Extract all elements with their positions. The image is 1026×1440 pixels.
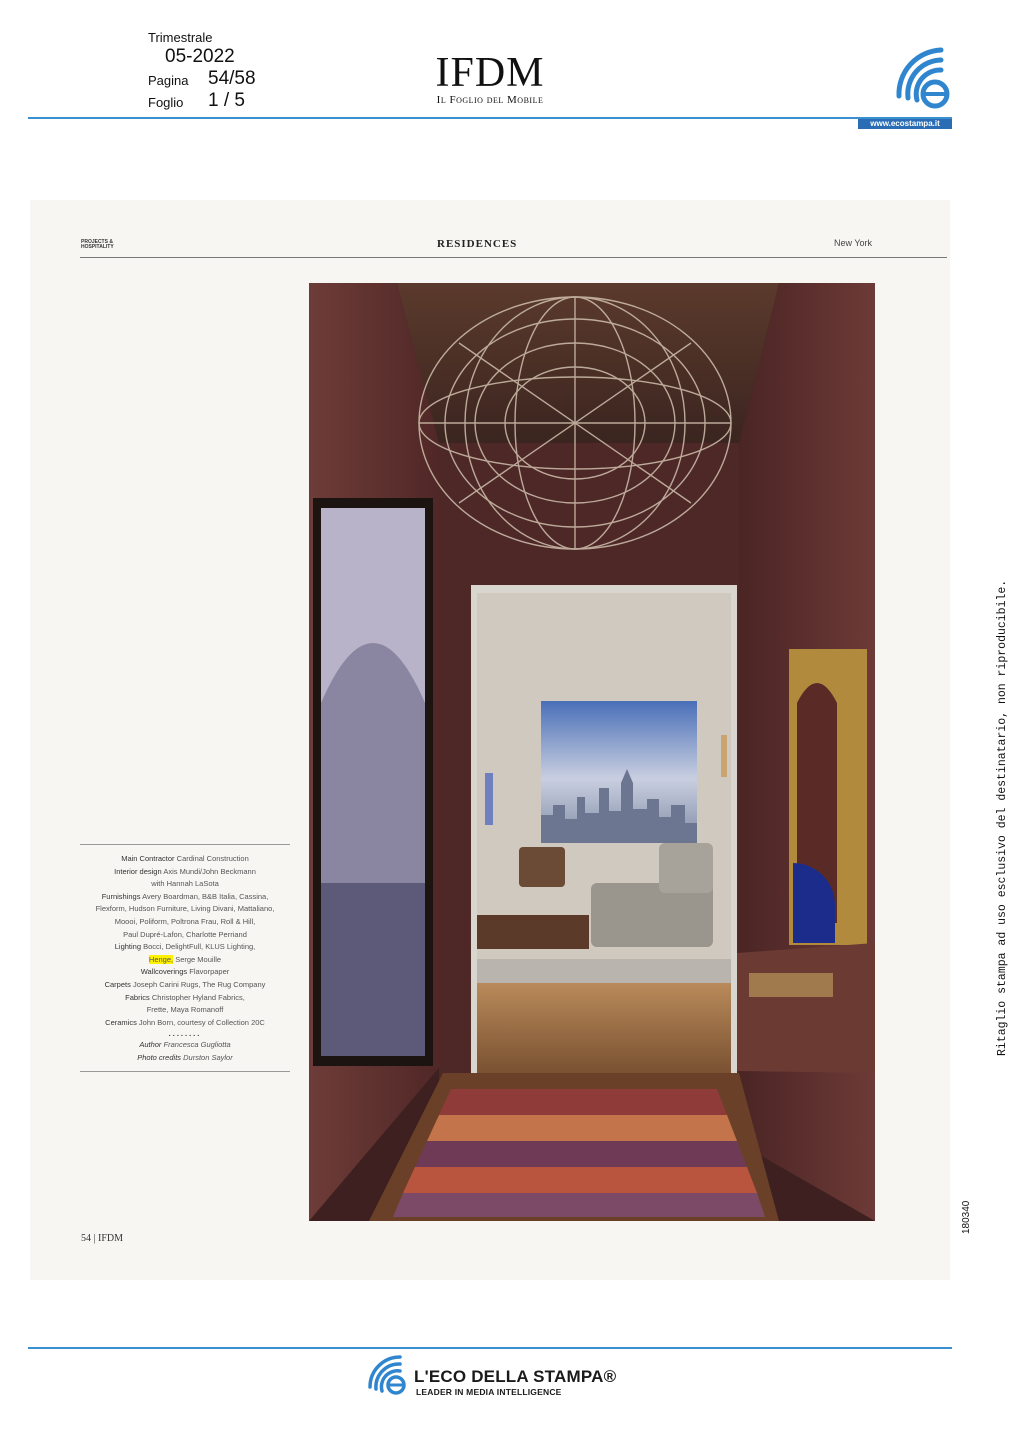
magazine-header-rule — [80, 257, 947, 258]
credit-label: Wallcoverings — [140, 967, 188, 977]
armchair — [519, 847, 565, 887]
credit-value: Durston Saylor — [183, 1052, 233, 1062]
credit-fabrics — [80, 992, 290, 1005]
credit-photo — [80, 1052, 290, 1065]
header-rule — [28, 117, 952, 119]
credit-carpets — [80, 979, 290, 992]
publication-logo-text: IFDM — [435, 50, 545, 96]
credit-furnishings-cont: Paul Dupré-Lafon, Charlotte Perriand — [123, 929, 247, 939]
credit-label: Lighting — [114, 942, 142, 952]
section-title: RESIDENCES — [437, 238, 518, 250]
credit-main-contractor — [80, 853, 290, 866]
cathedral-floor — [321, 883, 425, 1056]
credit-lighting-cont — [80, 954, 290, 967]
agency-url[interactable]: www.ecostampa.it — [858, 119, 952, 129]
coffee-table — [477, 915, 589, 949]
interior-photo — [309, 283, 875, 1221]
sconce-left — [485, 773, 493, 825]
credit-value: Christopher Hyland Fabrics, — [151, 992, 245, 1002]
credits-bottom-rule — [80, 1071, 290, 1072]
sconce-right — [721, 735, 727, 777]
credit-value: Bocci, DelightFull, KLUS Lighting, — [143, 942, 256, 952]
foglio-label: Foglio — [148, 95, 184, 110]
credit-value: Flavorpaper — [189, 967, 230, 977]
eco-footer-logo-icon — [366, 1353, 410, 1397]
credit-furnishings-cont: Flexform, Hudson Furniture, Living Divani, Mattaliano, — [95, 904, 275, 914]
credit-furnishings — [80, 891, 290, 904]
credit-fabrics-cont: Frette, Maya Romanoff — [146, 1005, 224, 1015]
page-folio: 54 | IFDM — [81, 1233, 124, 1244]
credit-label: Ceramics — [105, 1017, 137, 1027]
credit-value: Avery Boardman, B&B Italia, Cassina, — [142, 891, 269, 901]
credit-lighting — [80, 941, 290, 954]
credit-label: Fabrics — [125, 992, 150, 1002]
section-label-left — [81, 240, 114, 250]
foglio-value: 1 / 5 — [208, 90, 245, 111]
pagina-label: Pagina — [148, 73, 189, 88]
sofa-back — [659, 843, 713, 893]
credit-label: Interior design — [114, 866, 162, 876]
credits-block — [80, 844, 290, 1072]
credit-ceramics — [80, 1017, 290, 1030]
footer-rule — [28, 1347, 952, 1349]
credit-interior-design — [80, 866, 290, 879]
credits-separator: ........ — [168, 1029, 202, 1039]
credit-wallcoverings — [80, 966, 290, 979]
credit-value: Axis Mundi/John Beckmann — [163, 866, 256, 876]
frequency-label: Trimestrale — [148, 30, 213, 45]
footer-brand: L'ECO DELLA STAMPA® — [414, 1367, 617, 1386]
issue-date: 05-2022 — [165, 46, 235, 67]
credit-label: Carpets — [104, 979, 131, 989]
console-book — [749, 973, 833, 997]
floor-wood — [477, 983, 731, 1073]
credit-label: Main Contractor — [121, 854, 175, 863]
credit-author — [80, 1039, 290, 1052]
credit-label: Furnishings — [101, 891, 141, 901]
pagina-value: 54/58 — [208, 68, 256, 89]
credit-label: Photo credits — [137, 1052, 182, 1062]
credit-value: Joseph Carini Rugs, The Rug Company — [132, 979, 266, 989]
section-left-line1: PROJECTS & — [81, 239, 113, 245]
credit-furnishings-cont: Moooi, Poliform, Poltrona Frau, Roll & Hill, — [114, 916, 256, 926]
highlighted-term: Henge, — [148, 954, 174, 964]
footer-tagline: LEADER IN MEDIA INTELLIGENCE — [416, 1387, 562, 1397]
striped-runner — [393, 1089, 765, 1217]
ceiling — [397, 283, 779, 443]
credit-value: Cardinal Construction — [176, 854, 249, 863]
credit-value: John Born, courtesy of Collection 20C — [138, 1017, 265, 1027]
eco-signal-icon — [893, 44, 955, 110]
section-left-line2: HOSPITALITY — [81, 244, 114, 250]
publication-subtitle: Il Foglio del Mobile — [436, 94, 544, 106]
rug-living — [477, 959, 731, 983]
console-table — [737, 943, 875, 1073]
credit-value: Serge Mouille — [175, 954, 222, 964]
side-notice: Ritaglio stampa ad uso esclusivo del destinatario, non riproducibile. — [996, 579, 1009, 1056]
publication-logo — [427, 52, 553, 106]
credit-interior-design-cont: with Hannah LaSota — [151, 879, 219, 889]
credits-top-rule — [80, 844, 290, 845]
section-location: New York — [834, 238, 873, 248]
side-code: 180340 — [961, 1200, 972, 1234]
credit-value: Francesca Gugliotta — [163, 1040, 231, 1050]
credit-label: Author — [139, 1040, 162, 1050]
